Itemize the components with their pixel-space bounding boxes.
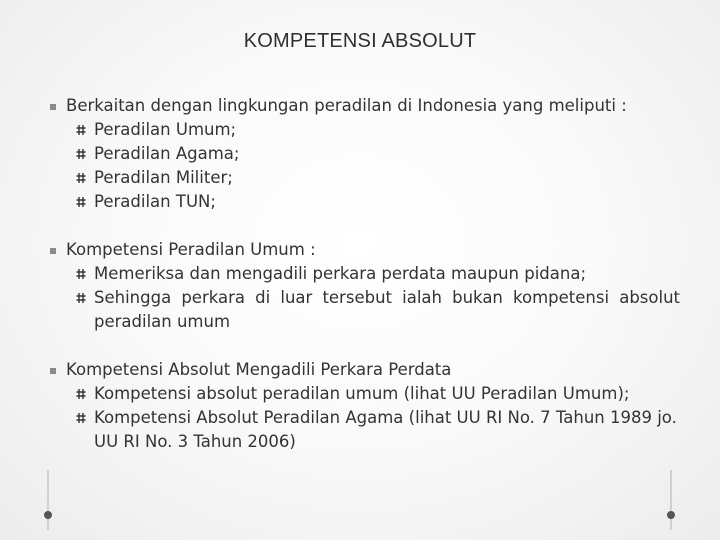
list-item: Memeriksa dan mengadili perkara perdata maupun pidana; — [40, 262, 680, 286]
section-lingkungan-peradilan — [40, 94, 680, 214]
section-kompetensi-peradilan-umum — [40, 238, 680, 334]
right-corner-line — [670, 470, 672, 530]
list-item: Peradilan Agama; — [40, 142, 680, 166]
left-corner-dot — [44, 511, 52, 519]
list-item: Peradilan Militer; — [40, 166, 680, 190]
section-heading: Kompetensi Peradilan Umum : — [40, 238, 680, 262]
square-bullet-icon — [40, 358, 66, 382]
section-heading: Kompetensi Absolut Mengadili Perkara Perdata — [40, 358, 680, 382]
hash-bullet-icon — [74, 406, 94, 430]
square-bullet-icon — [40, 238, 66, 262]
section-kompetensi-absolut-perdata — [40, 358, 680, 454]
list-item: Peradilan Umum; — [40, 118, 680, 142]
section-heading: Berkaitan dengan lingkungan peradilan di Indonesia yang meliputi : — [40, 94, 680, 118]
square-bullet-icon — [40, 94, 66, 118]
slide-title: KOMPETENSI ABSOLUT — [243, 30, 477, 52]
list-item: Kompetensi Absolut Peradilan Agama (lihat UU RI No. 7 Tahun 1989 jo. UU RI No. 3 Tahun 2006) — [40, 406, 680, 454]
hash-bullet-icon — [74, 118, 94, 142]
hash-bullet-icon — [74, 382, 94, 406]
hash-bullet-icon — [74, 166, 94, 190]
list-item: Sehingga perkara di luar tersebut ialah bukan kompetensi absolut peradilan umum — [40, 286, 680, 334]
hash-bullet-icon — [74, 190, 94, 214]
hash-bullet-icon — [74, 262, 94, 286]
hash-bullet-icon — [74, 286, 94, 310]
slide-content — [40, 94, 680, 478]
list-item: Kompetensi absolut peradilan umum (lihat UU Peradilan Umum); — [40, 382, 680, 406]
right-corner-dot — [667, 511, 675, 519]
hash-bullet-icon — [74, 142, 94, 166]
list-item: Peradilan TUN; — [40, 190, 680, 214]
left-corner-line — [47, 470, 49, 530]
